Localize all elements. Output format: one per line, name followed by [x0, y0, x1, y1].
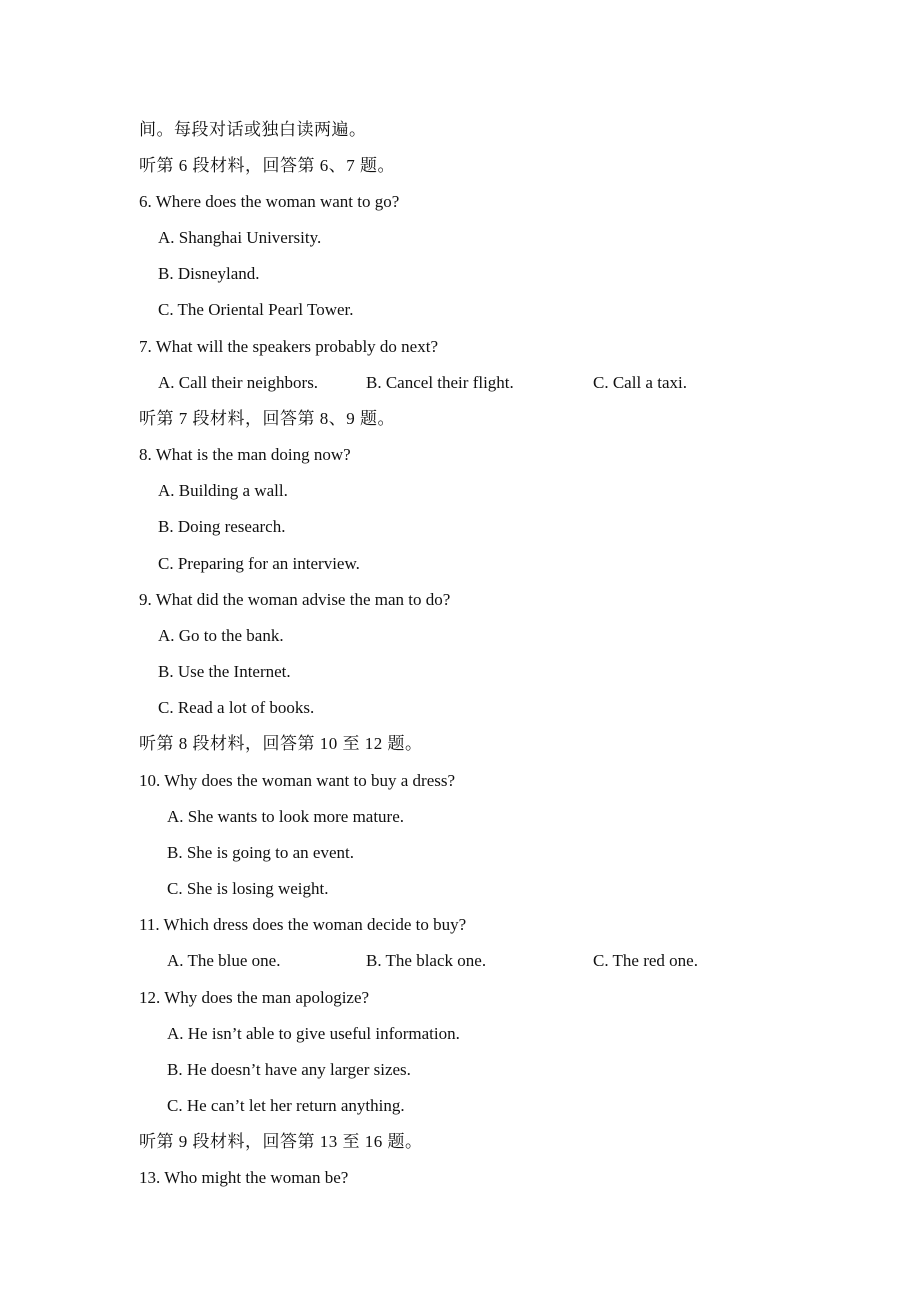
section-heading-8: 听第 8 段材料，回答第 10 至 12 题。 [139, 734, 423, 753]
option-6c: C. The Oriental Pearl Tower. [158, 300, 354, 319]
section-heading-7: 听第 7 段材料，回答第 8、9 题。 [139, 409, 395, 428]
option-10a: A. She wants to look more mature. [167, 807, 405, 826]
option-12c: C. He can’t let her return anything. [167, 1096, 405, 1115]
question-13: 13. Who might the woman be? [139, 1168, 349, 1187]
option-10c: C. She is losing weight. [167, 879, 329, 898]
question-11: 11. Which dress does the woman decide to buy? [139, 915, 467, 934]
option-6b: B. Disneyland. [158, 264, 260, 283]
question-8: 8. What is the man doing now? [139, 445, 351, 464]
option-7c: C. Call a taxi. [593, 373, 687, 392]
option-12b: B. He doesn’t have any larger sizes. [167, 1060, 411, 1079]
option-7a: A. Call their neighbors. [158, 373, 319, 392]
option-11b: B. The black one. [366, 951, 487, 970]
question-10: 10. Why does the woman want to buy a dress? [139, 771, 456, 790]
option-9c: C. Read a lot of books. [158, 698, 315, 717]
question-9: 9. What did the woman advise the man to do? [139, 590, 451, 609]
option-9b: B. Use the Internet. [158, 662, 291, 681]
section-heading-6: 听第 6 段材料，回答第 6、7 题。 [139, 156, 395, 175]
question-12: 12. Why does the man apologize? [139, 988, 370, 1007]
question-7: 7. What will the speakers probably do next? [139, 337, 438, 356]
option-7b: B. Cancel their flight. [366, 373, 514, 392]
section-heading-9: 听第 9 段材料，回答第 13 至 16 题。 [139, 1132, 423, 1151]
option-12a: A. He isn’t able to give useful information. [167, 1024, 460, 1043]
option-11a: A. The blue one. [167, 951, 281, 970]
option-11c: C. The red one. [593, 951, 698, 970]
option-8c: C. Preparing for an interview. [158, 554, 360, 573]
option-8a: A. Building a wall. [158, 481, 288, 500]
option-9a: A. Go to the bank. [158, 626, 284, 645]
option-10b: B. She is going to an event. [167, 843, 354, 862]
option-8b: B. Doing research. [158, 517, 286, 536]
instruction-text: 间。每段对话或独白读两遍。 [139, 120, 367, 139]
question-6: 6. Where does the woman want to go? [139, 192, 400, 211]
option-6a: A. Shanghai University. [158, 228, 322, 247]
